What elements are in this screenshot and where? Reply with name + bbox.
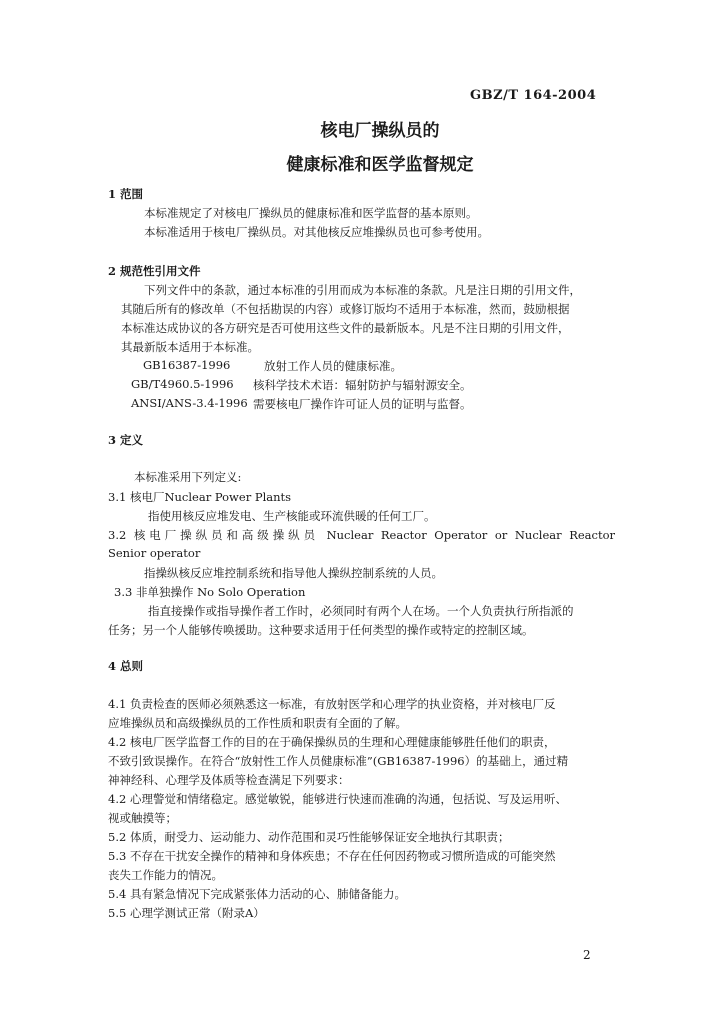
ref-title: 放射工作人员的健康标准。 <box>264 359 402 373</box>
definition-text: 指操纵核反应堆控制系统和指导他人操纵控制系统的人员。 <box>144 566 443 580</box>
section-4-line: 4.2 心理警觉和情绪稳定。感觉敏锐，能够进行快速而准确的沟通，包括说、写及运用听、 <box>108 792 567 806</box>
definition-text: 指直接操作或指导操作者工作时，必须同时有两个人在场。一个人负责执行所指派的 <box>148 604 574 618</box>
definition-text: 任务；另一个人能够传唤援助。这种要求适用于任何类型的操作或特定的控制区域。 <box>108 623 534 637</box>
section-4-line: 应堆操纵员和高级操纵员的工作性质和职责有全面的了解。 <box>108 716 407 730</box>
section-4-line: 5.4 具有紧急情况下完成紧张体力活动的心、肺储备能力。 <box>108 887 406 901</box>
definition-term: 3.3 非单独操作 No Solo Operation <box>114 585 306 599</box>
title-line-2: 健康标准和医学监督规定 <box>286 155 474 175</box>
definition-text: 指使用核反应堆发电、生产核能或环流供暖的任何工厂。 <box>148 509 436 523</box>
ref-code: ANSI/ANS-3.4-1996 <box>131 396 248 410</box>
section-1-heading: 1 范围 <box>108 187 144 201</box>
section-4-line: 不致引致误操作。在符合“放射性工作人员健康标准”(GB16387-1996）的基础上，通过精 <box>108 754 569 768</box>
section-4-line: 神神经科、心理学及体质等检查满足下列要求： <box>108 773 350 787</box>
page-number: 2 <box>583 948 591 962</box>
section-2-heading: 2 规范性引用文件 <box>108 264 201 278</box>
standard-code: GBZ/T 164-2004 <box>470 88 597 103</box>
section-2-line: 本标准达成协议的各方研究是否可使用这些文件的最新版本。凡是不注日期的引用文件， <box>121 321 570 335</box>
section-1-line: 本标准规定了对核电厂操纵员的健康标准和医学监督的基本原则。 <box>144 206 478 220</box>
section-3-heading: 3 定义 <box>108 433 144 447</box>
ref-code: GB16387-1996 <box>143 358 231 372</box>
section-4-line: 丧失工作能力的情况。 <box>108 868 223 882</box>
definition-term: Senior operator <box>108 546 201 560</box>
title-line-1: 核电厂操纵员的 <box>320 121 440 141</box>
ref-code: GB/T4960.5-1996 <box>131 377 234 391</box>
definition-term: 3.1 核电厂Nuclear Power Plants <box>108 490 292 504</box>
section-4-line: 4.1 负责检查的医师必须熟悉这一标准，有放射医学和心理学的执业资格，并对核电厂反 <box>108 697 556 711</box>
section-2-line: 下列文件中的条款，通过本标准的引用而成为本标准的条款。凡是注日期的引用文件， <box>144 283 581 297</box>
section-4-line: 5.5 心理学测试正常（附录A） <box>108 906 265 920</box>
section-4-line: 视或触摸等； <box>108 811 177 825</box>
definition-term: 3.2 核电厂操纵员和高级操纵员 Nuclear Reactor Operator or Nuclear Reactor <box>108 528 615 542</box>
section-4-line: 4.2 核电厂医学监督工作的目的在于确保操纵员的生理和心理健康能够胜任他们的职责， <box>108 735 556 749</box>
section-2-line: 其最新版本适用于本标准。 <box>121 340 259 354</box>
section-4-line: 5.2 体质，耐受力、运动能力、动作范围和灵巧性能够保证安全地执行其职责； <box>108 830 510 844</box>
section-3-intro: 本标准采用下列定义: <box>134 470 242 484</box>
section-2-line: 其随后所有的修改单（不包括勘误的内容）或修订版均不适用于本标准，然而，鼓励根据 <box>121 302 570 316</box>
section-1-line: 本标准适用于核电厂操纵员。对其他核反应堆操纵员也可参考使用。 <box>144 225 489 239</box>
ref-title: 核科学技术术语：辐射防护与辐射源安全。 <box>253 378 472 392</box>
ref-title: 需要核电厂操作许可证人员的证明与监督。 <box>253 397 472 411</box>
section-4-line: 5.3 不存在干扰安全操作的精神和身体疾患；不存在任何因药物或习惯所造成的可能突然 <box>108 849 556 863</box>
section-4-heading: 4 总则 <box>108 659 144 673</box>
